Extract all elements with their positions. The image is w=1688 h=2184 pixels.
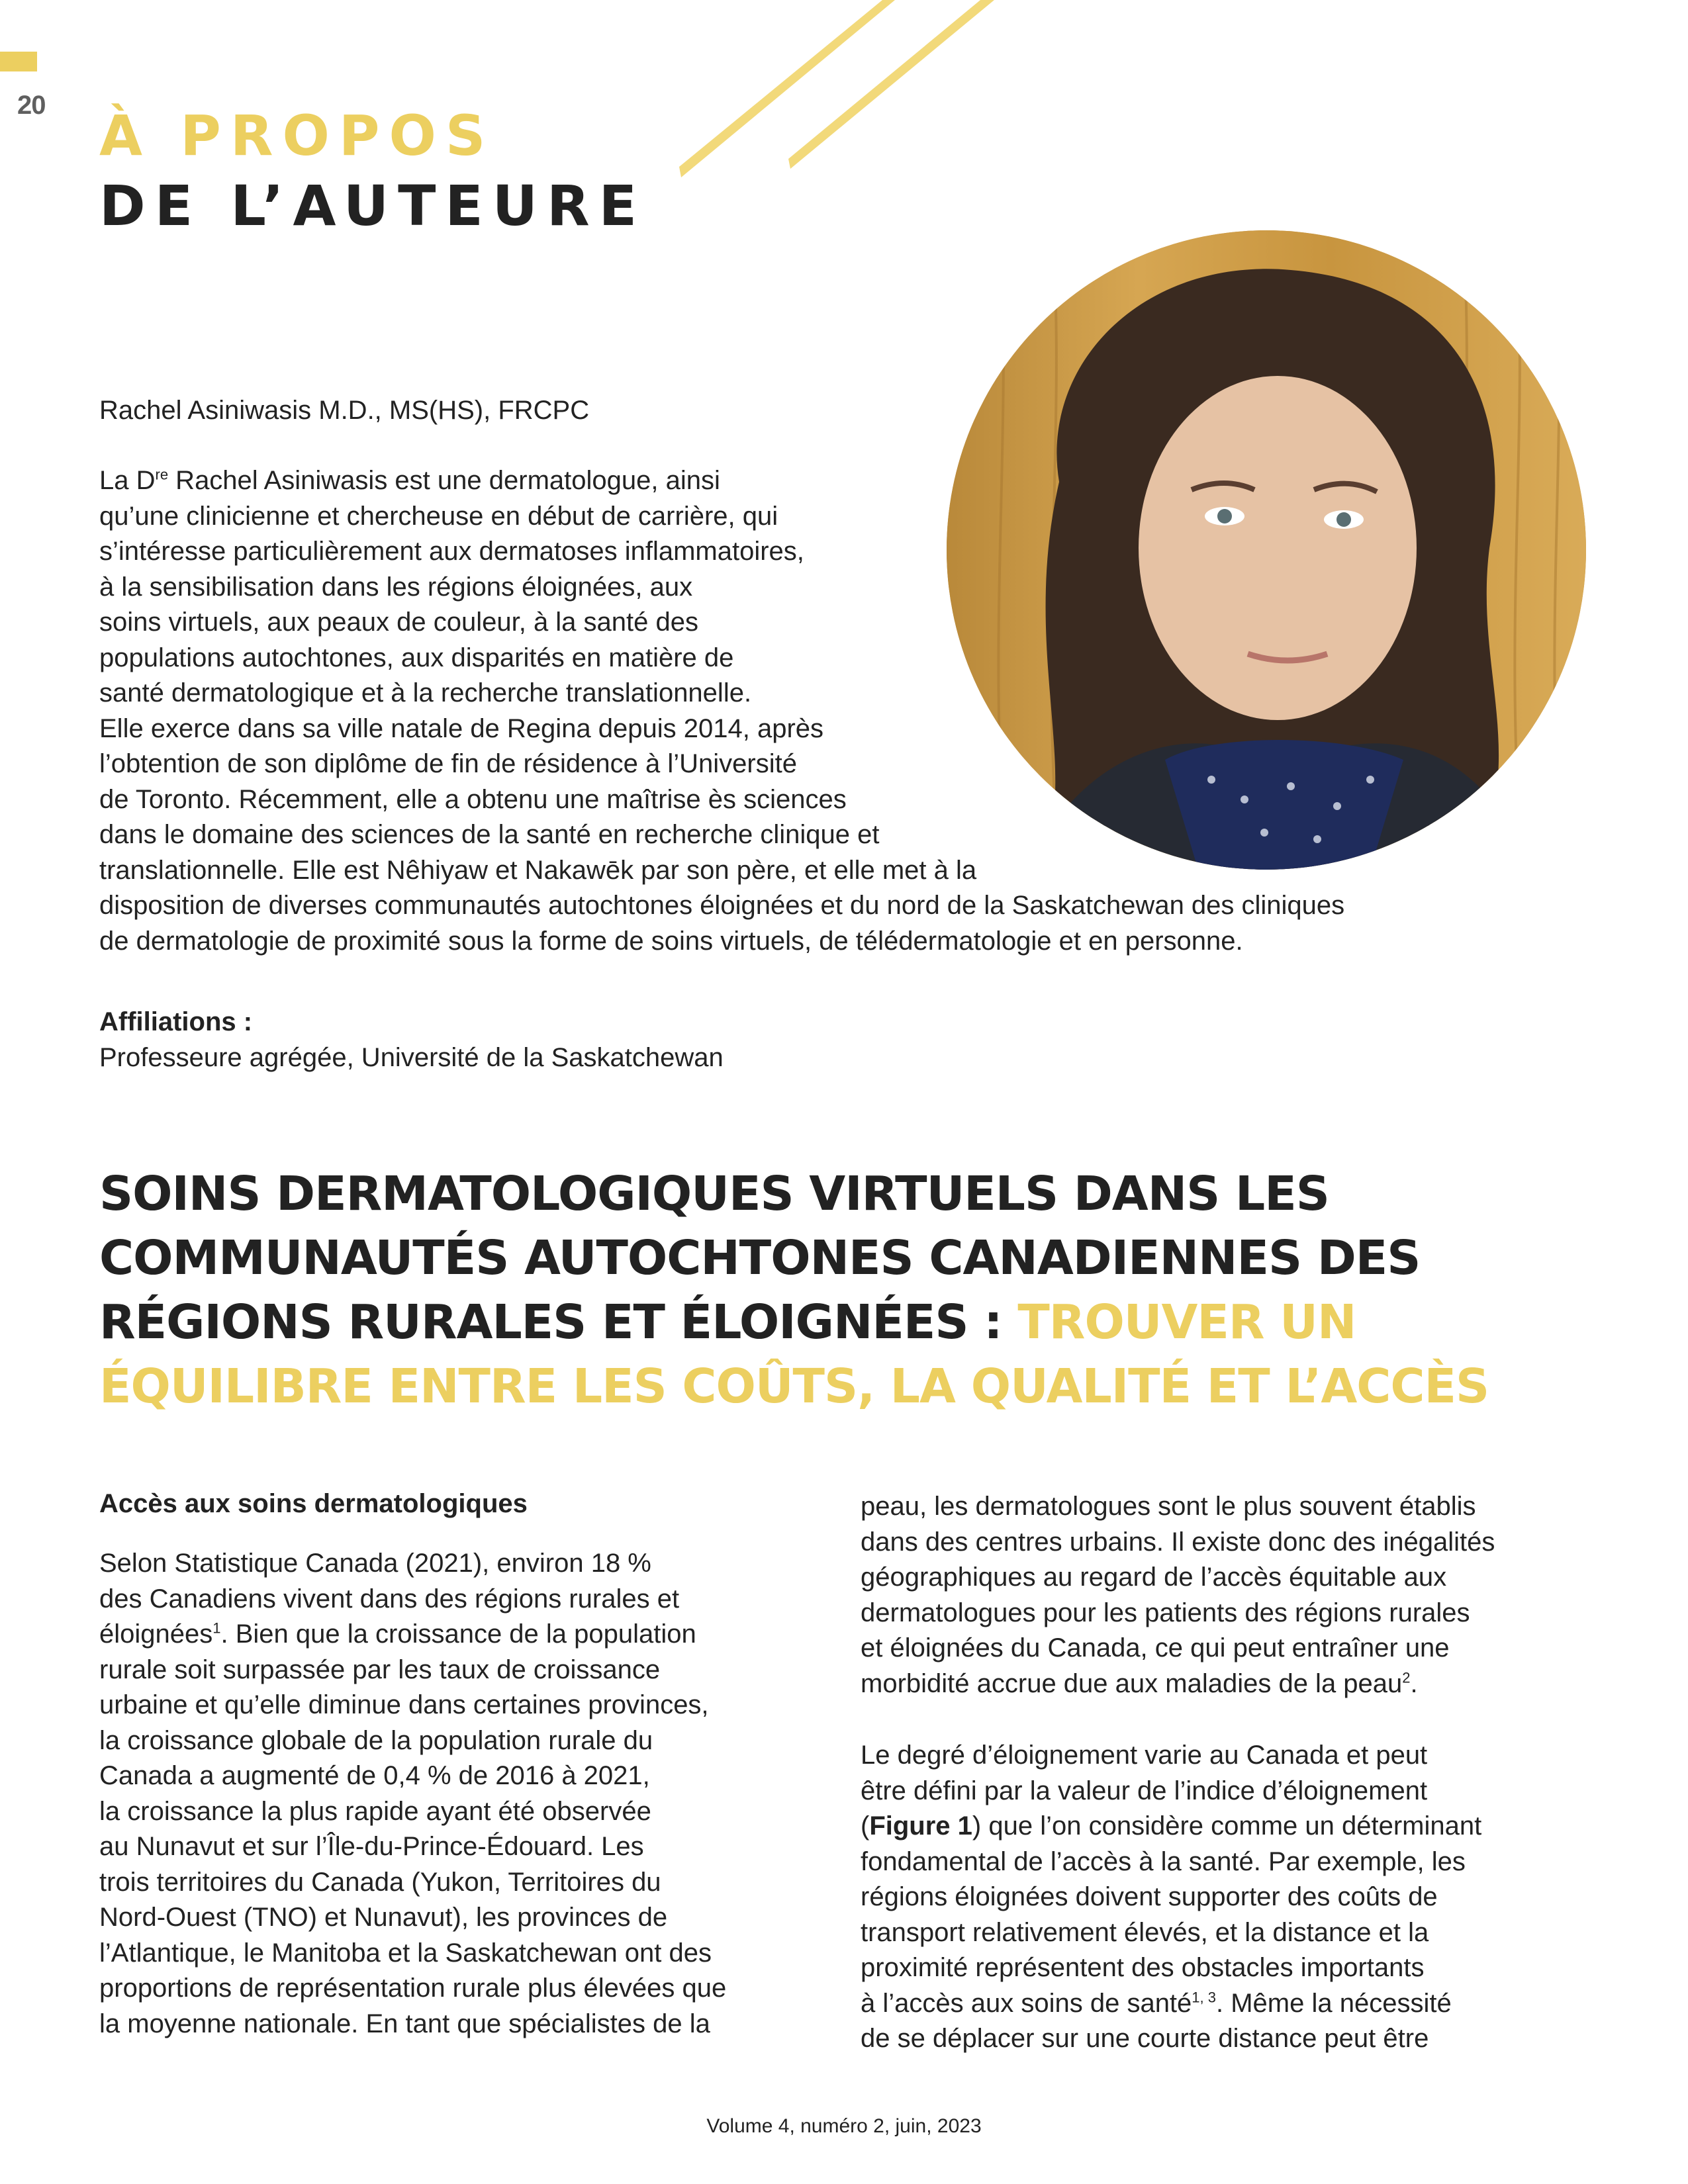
bio-line: de dermatologie de proximité sous la forme de soins virtuels, de télédermatologie et en personne. bbox=[99, 926, 1243, 956]
body-line: rurale soit surpassée par les taux de croissance bbox=[99, 1655, 661, 1684]
bio-line: de Toronto. Récemment, elle a obtenu une maîtrise ès sciences bbox=[99, 784, 847, 814]
body-line: la croissance la plus rapide ayant été observée bbox=[99, 1796, 651, 1826]
body-column-left bbox=[99, 1546, 726, 2042]
article-title-line: SOINS DERMATOLOGIQUES VIRTUELS DANS LES bbox=[99, 1166, 1329, 1221]
page-number: 20 bbox=[17, 91, 46, 120]
about-title-line-2: DE L’AUTEURE bbox=[99, 173, 647, 238]
body-line: transport relativement élevés, et la distance et la bbox=[861, 1917, 1429, 1947]
bio-line: La Dre Rachel Asiniwasis est une dermatologue, ainsi bbox=[99, 466, 720, 495]
body-line: géographiques au regard de l’accès équitable aux bbox=[861, 1563, 1447, 1592]
body-line: urbaine et qu’elle diminue dans certaines provinces, bbox=[99, 1690, 709, 1719]
article-title-highlight: ÉQUILIBRE ENTRE LES COÛTS, LA QUALITÉ ET L’ACCÈS bbox=[99, 1359, 1489, 1414]
bio-line: s’intéresse particulièrement aux dermatoses inflammatoires, bbox=[99, 537, 804, 566]
decorative-line-1 bbox=[679, 0, 895, 177]
page-footer: Volume 4, numéro 2, juin, 2023 bbox=[706, 2115, 982, 2137]
body-line: des Canadiens vivent dans des régions rurales et bbox=[99, 1584, 680, 1614]
superscript: 1 bbox=[212, 1619, 221, 1637]
body-line: dermatologues pour les patients des régions rurales bbox=[861, 1598, 1470, 1627]
body-line: régions éloignées doivent supporter des coûts de bbox=[861, 1882, 1438, 1911]
body-line: à l’accès aux soins de santé$^{1, 3}$. Même la nécessité bbox=[861, 1988, 1452, 2018]
bio-line: à la sensibilisation dans les régions éloignées, aux bbox=[99, 572, 693, 602]
body-line: Selon Statistique Canada (2021), environ 18 % bbox=[99, 1549, 651, 1578]
body-line: proportions de représentation rurale plus élevées que bbox=[99, 1974, 727, 2003]
superscript: re bbox=[155, 466, 169, 483]
body-line: Canada a augmenté de 0,4 % de 2016 à 2021, bbox=[99, 1761, 650, 1790]
body-line: Le degré d’éloignement varie au Canada et peut bbox=[861, 1741, 1428, 1770]
bio-line: l’obtention de son diplôme de fin de résidence à l’Université bbox=[99, 749, 797, 778]
body-line: Nord-Ouest (TNO) et Nunavut), les provinces de bbox=[99, 1903, 668, 1932]
body-line: la moyenne nationale. En tant que spécialistes de la bbox=[99, 2009, 710, 2038]
article-title-line: COMMUNAUTÉS AUTOCHTONES CANADIENNES DES bbox=[99, 1230, 1421, 1285]
decorative-line-2 bbox=[788, 0, 994, 169]
about-author-title bbox=[99, 101, 646, 241]
article-title-line: RÉGIONS RURALES ET ÉLOIGNÉES : TROUVER UN bbox=[99, 1295, 1356, 1349]
article-title bbox=[99, 1161, 1489, 1418]
bio-line: soins virtuels, aux peaux de couleur, à la santé des bbox=[99, 608, 698, 637]
bio-line: santé dermatologique et à la recherche translationnelle. bbox=[99, 678, 752, 707]
figure-reference[interactable]: Figure 1 bbox=[869, 1811, 972, 1841]
article-title-highlight: TROUVER UN bbox=[1017, 1295, 1356, 1349]
bio-line: disposition de diverses communautés autochtones éloignées et du nord de la Saskatchewan des cliniques bbox=[99, 891, 1345, 920]
affiliations-value: Professeure agrégée, Université de la Saskatchewan bbox=[99, 1043, 724, 1072]
author-name: Rachel Asiniwasis M.D., MS(HS), FRCPC bbox=[99, 396, 590, 425]
author-bio bbox=[99, 463, 1344, 959]
bio-line: dans le domaine des sciences de la santé en recherche clinique et bbox=[99, 820, 880, 849]
bio-line: qu’une clinicienne et chercheuse en début de carrière, qui bbox=[99, 501, 778, 531]
body-line: être défini par la valeur de l’indice d’éloignement bbox=[861, 1776, 1428, 1805]
body-line: la croissance globale de la population rurale du bbox=[99, 1725, 653, 1755]
bio-line: translationnelle. Elle est Nêhiyaw et Nakawēk par son père, et elle met à la bbox=[99, 855, 977, 885]
body-line: peau, les dermatologues sont le plus souvent établis bbox=[861, 1492, 1476, 1521]
body-line: de se déplacer sur une courte distance peut être bbox=[861, 2024, 1429, 2053]
body-line: et éloignées du Canada, ce qui peut entraîner une bbox=[861, 1633, 1450, 1662]
body-line: l’Atlantique, le Manitoba et la Saskatchewan ont des bbox=[99, 1938, 712, 1968]
body-line: éloignées$^1$. Bien que la croissance de la population bbox=[99, 1619, 696, 1649]
article-title-line bbox=[99, 1354, 1489, 1418]
bio-line: populations autochtones, aux disparités en matière de bbox=[99, 643, 734, 672]
body-line: dans des centres urbains. Il existe donc des inégalités bbox=[861, 1527, 1495, 1557]
bio-line: Elle exerce dans sa ville natale de Regina depuis 2014, après bbox=[99, 713, 824, 743]
superscript: 1, 3 bbox=[1192, 1989, 1216, 2006]
body-line: proximité représentent des obstacles importants bbox=[861, 1953, 1425, 1982]
body-line: fondamental de l’accès à la santé. Par exemple, les bbox=[861, 1846, 1466, 1876]
superscript: 2 bbox=[1402, 1669, 1411, 1686]
affiliations-label: Affiliations : bbox=[99, 1007, 253, 1036]
about-title-line-1: À PROPOS bbox=[99, 103, 495, 168]
section-heading: Accès aux soins dermatologiques bbox=[99, 1489, 528, 1518]
body-line: au Nunavut et sur l’Île-du-Prince-Édouard. Les bbox=[99, 1832, 644, 1861]
body-column-right-paragraph-1 bbox=[861, 1489, 1495, 1702]
body-line: trois territoires du Canada (Yukon, Territoires du bbox=[99, 1867, 661, 1897]
body-line: (Figure 1) que l’on considère comme un déterminant bbox=[861, 1811, 1482, 1841]
accent-bar bbox=[0, 52, 37, 71]
body-column-right-paragraph-2 bbox=[861, 1738, 1481, 2057]
body-line: morbidité accrue due aux maladies de la peau$^2$. bbox=[861, 1668, 1418, 1698]
